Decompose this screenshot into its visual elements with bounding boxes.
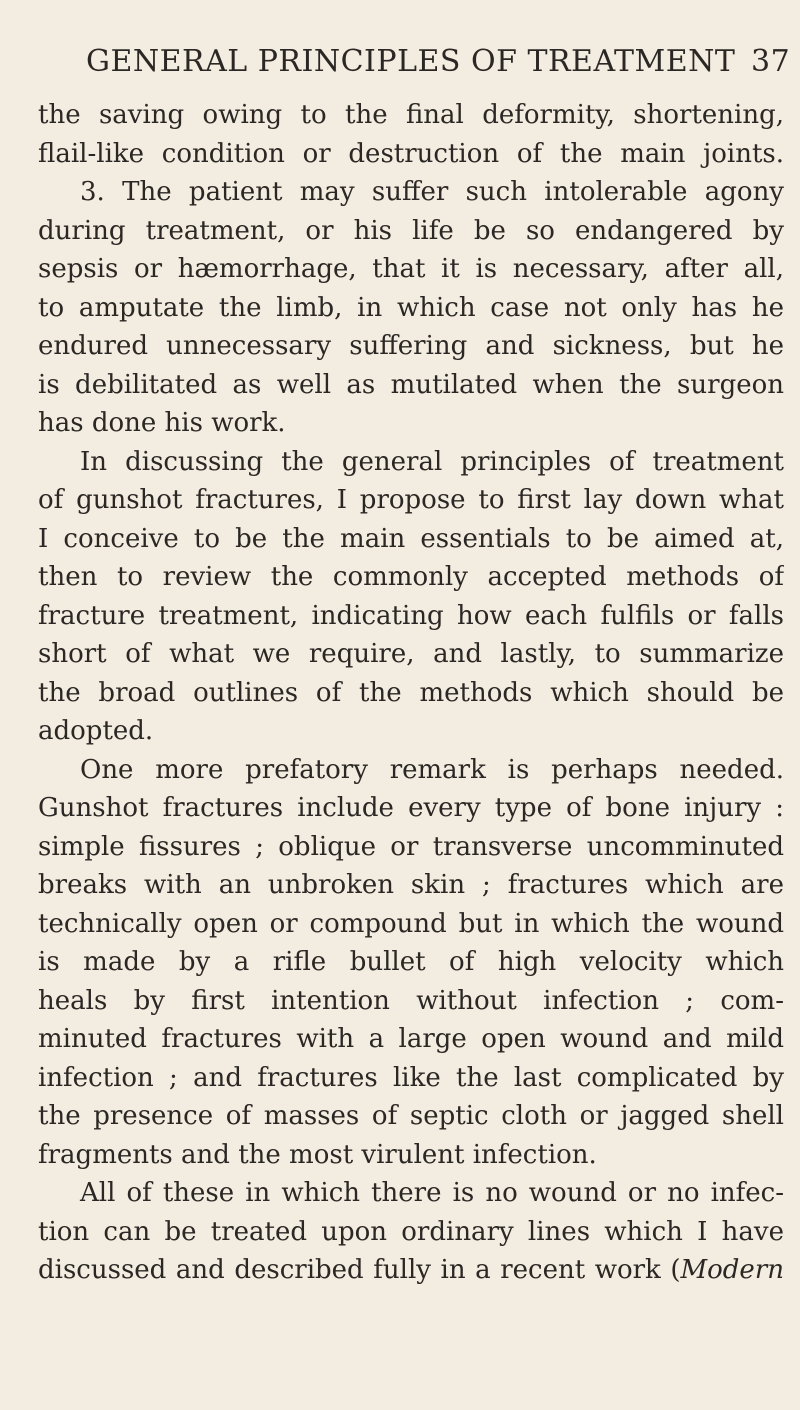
body-text <box>38 96 784 1290</box>
text-line: then to review the commonly accepted methods of <box>38 562 784 592</box>
text-line: breaks with an unbroken skin ; fractures which are <box>38 870 784 900</box>
text-line: adopted. <box>38 716 154 746</box>
text-line: during treatment, or his life be so endangered by <box>38 215 784 246</box>
text-line: of gunshot fractures, I propose to first lay down what <box>38 485 784 515</box>
text-line: All of these in which there is no wound or no infec- <box>80 1178 784 1208</box>
text-line: fracture treatment, indicating how each fulfils or falls <box>38 600 784 631</box>
text-line: endured unnecessary suffering and sickness, but he <box>38 331 784 361</box>
text-line-final <box>38 1251 784 1290</box>
page-number: 37 <box>751 44 791 79</box>
text-line: simple fissures ; oblique or transverse uncomminuted <box>38 831 784 862</box>
running-head <box>86 44 791 84</box>
text-line: technically open or compound but in which the wound <box>38 908 784 939</box>
text-line: flail-like condition or destruction of the main joints. <box>38 138 784 169</box>
text-line: the saving owing to the final deformity, shortening, <box>38 100 784 130</box>
text-line: heals by first intention without infection ; com- <box>38 985 784 1016</box>
text-line: In discussing the general principles of treatment <box>80 446 784 477</box>
text-line: has done his work. <box>38 408 286 438</box>
text-line: fragments and the most virulent infection. <box>38 1139 597 1170</box>
text-line: Gunshot fractures include every type of bone injury : <box>38 793 784 823</box>
text-line: I conceive to be the main essentials to be aimed at, <box>38 523 784 554</box>
italic-title-fragment: Modern <box>680 1255 784 1285</box>
chapter-title: GENERAL PRINCIPLES OF TREATMENT <box>86 44 736 79</box>
text-line: short of what we require, and lastly, to summarize <box>38 639 784 669</box>
text-line: the broad outlines of the methods which should be <box>38 677 784 708</box>
text-line-roman: discussed and described fully in a recent work ( <box>38 1255 681 1285</box>
text-line: is debilitated as well as mutilated when the surgeon <box>38 369 784 400</box>
text-line: to amputate the limb, in which case not only has he <box>38 292 784 323</box>
text-line: 3. The patient may suffer such intolerable agony <box>80 177 784 207</box>
text-line: One more prefatory remark is perhaps needed. <box>80 754 784 785</box>
text-line: is made by a rifle bullet of high velocity which <box>38 947 784 977</box>
text-line: minuted fractures with a large open wound and mild <box>38 1024 784 1054</box>
text-line: the presence of masses of septic cloth or jagged shell <box>38 1101 784 1131</box>
text-line: sepsis or hæmorrhage, that it is necessary, after all, <box>38 254 784 284</box>
text-line: infection ; and fractures like the last complicated by <box>38 1062 784 1093</box>
text-line: tion can be treated upon ordinary lines which I have <box>38 1216 784 1247</box>
